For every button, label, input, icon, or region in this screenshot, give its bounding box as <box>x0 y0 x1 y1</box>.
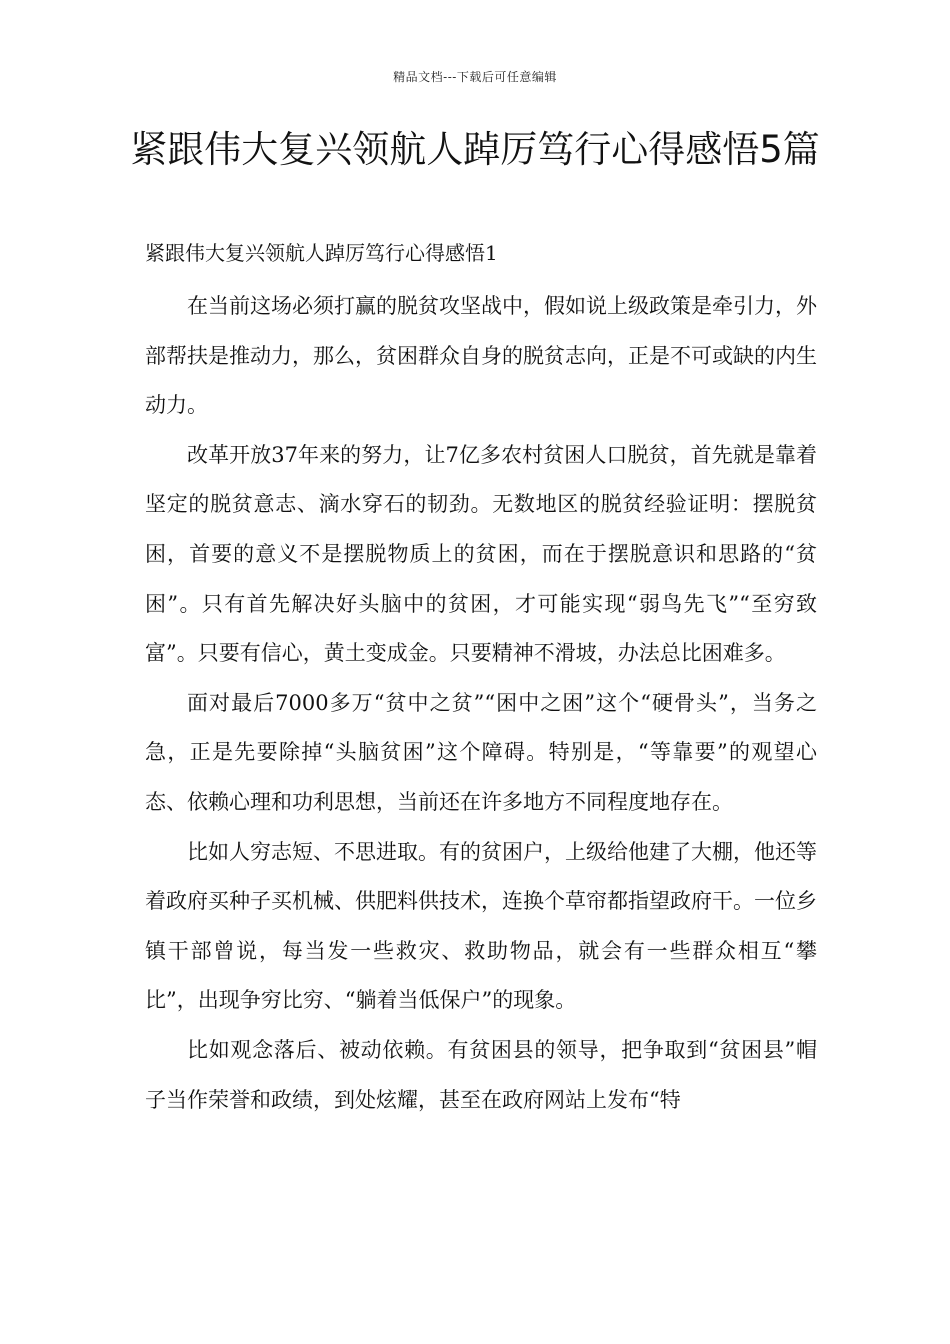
header-note: 精品文档---下载后可任意编辑 <box>393 70 557 84</box>
paragraph-2: 改革开放37年来的努力，让7亿多农村贫困人口脱贫，首先就是靠着坚定的脱贫意志、滴水穿石的韧劲。无数地区的脱贫经验证明：摆脱贫困，首要的意义不是摆脱物质上的贫困，而在于摆脱意识和思路的“贫困”。只有首先解决好头脑中的贫困，才可能实现“弱鸟先飞”“至穷致富”。只要有信心，黄土变成金。只要精神不滑坡，办法总比困难多。 <box>145 442 817 666</box>
paragraph-3: 面对最后7000多万“贫中之贫”“困中之困”这个“硬骨头”，当务之急，正是先要除掉“头脑贫困”这个障碍。特别是，“等靠要”的观望心态、依赖心理和功利思想，当前还在许多地方不同程度地存在。 <box>145 690 817 814</box>
paragraph-1: 在当前这场必须打赢的脱贫攻坚战中，假如说上级政策是牵引力，外部帮扶是推动力，那么，贫困群众自身的脱贫志向，正是不可或缺的内生动力。 <box>145 294 817 418</box>
paragraph-5: 比如观念落后、被动依赖。有贫困县的领导，把争取到“贫困县”帽子当作荣誉和政绩，到处炫耀，甚至在政府网站上发布“特 <box>145 1037 817 1112</box>
body-text <box>145 282 817 1125</box>
paragraph-4: 比如人穷志短、不思进取。有的贫困户，上级给他建了大棚，他还等着政府买种子买机械、供肥料供技术，连换个草帘都指望政府干。一位乡镇干部曾说，每当发一些救灾、救助物品，就会有一些群众相互“攀比”，出现争穷比穷、“躺着当低保户”的现象。 <box>145 839 817 1013</box>
section-heading: 紧跟伟大复兴领航人踔厉笃行心得感悟1 <box>145 241 498 265</box>
document-title: 紧跟伟大复兴领航人踔厉笃行心得感悟5篇 <box>130 128 820 171</box>
